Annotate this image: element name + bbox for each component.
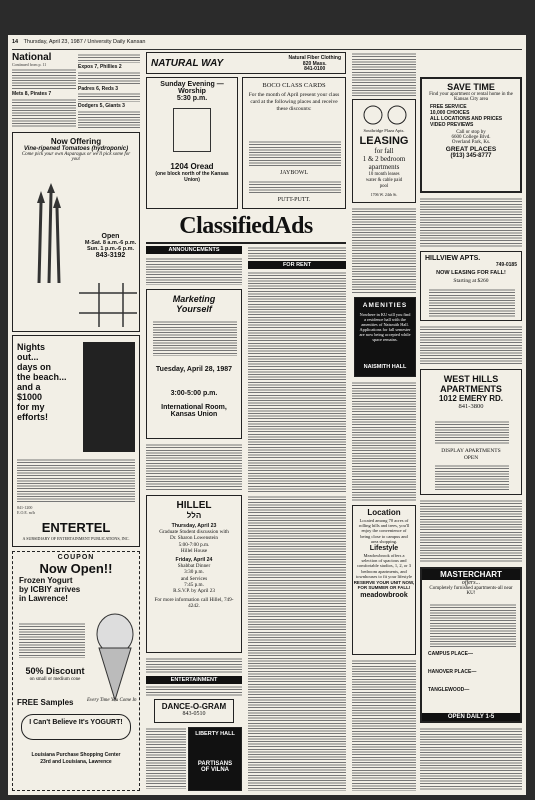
marketing-place: International Room, Kansas Union (161, 404, 227, 418)
national-title: National (12, 52, 52, 63)
for-rent-heading: FOR RENT (248, 261, 346, 269)
text-block (12, 98, 76, 128)
coupon-line2: by ICBIY arrives (19, 585, 81, 594)
classified-text-column (248, 495, 346, 791)
marketing-time: 3:00-5:00 p.m. (170, 390, 218, 397)
hillel-line: Hillel House (180, 547, 208, 554)
natural-addr: 820 Mass. (302, 60, 327, 67)
headline-line: efforts! (17, 412, 48, 422)
entertel-phone: 841-1200 (17, 505, 33, 510)
text-block (420, 325, 522, 365)
lifestyle-body: Meadowbrook offers a selection of spacious and comfortable studios, 1, 2, or 3 bedroom apartments, and townhouses to fit your lifestyle (356, 553, 412, 579)
liberty-title: LIBERTY HALL (195, 731, 235, 737)
natural-phone: 841-0100 (304, 66, 326, 72)
text-block (17, 458, 135, 504)
coupon-mall: Louisiana Purchase Shopping Center (31, 752, 121, 758)
westhills-title1: WEST HILLS (443, 374, 499, 384)
masterchart-sub: offers... (461, 580, 481, 586)
veggie-title: Now Offering (50, 137, 102, 146)
coupon-discount-detail: on small or medium cone (29, 677, 81, 682)
hillel-line: 3:30 p.m. (184, 569, 204, 576)
coupon-free: FREE Samples (17, 698, 74, 707)
westhills-title2: APARTMENTS (440, 384, 502, 394)
natural-way-ad (146, 52, 346, 74)
savetime-bullet: VIDEO PREVIEWS (430, 122, 474, 128)
southridge-water: water & cable paid (365, 178, 403, 183)
southridge-lease: 10 month leases (368, 172, 400, 177)
hillview-sub: NOW LEASING FOR FALL! (436, 270, 506, 276)
worship-line1: Sunday Evening — (160, 81, 224, 88)
headline-line: $1000 (17, 392, 43, 402)
masterchart-ad (420, 567, 522, 723)
dance-phone: 843-0510 (182, 711, 206, 717)
text-block (146, 727, 186, 789)
savetime-intro: Find your apartment or rental home in the Kansas City area (429, 92, 513, 102)
boco-ad (242, 77, 346, 209)
text-block (78, 92, 140, 102)
naismith-amenities-ad (354, 297, 416, 377)
coupon-every: Every Time You Come In (87, 698, 137, 703)
boco-body: For the month of April present your class card at the following places and receive these discounts: (248, 92, 340, 112)
text-block (146, 443, 242, 491)
tanglewood: TANGLEWOOD— (428, 687, 470, 693)
hillel-line: Friday, April 24 (175, 557, 213, 564)
text-block (146, 685, 242, 697)
dance-o-gram-ad (154, 699, 234, 723)
map-illustration (79, 283, 137, 327)
savetime-addr: 6600 College Blvd. (451, 135, 491, 140)
hillel-line: 7:45 p.m. (184, 581, 204, 588)
headline-line: days on (17, 362, 52, 372)
text-block (153, 320, 237, 356)
partisans-title: PARTISANS (197, 761, 233, 767)
great-places: GREAT PLACES (445, 146, 497, 153)
national-continued: Continued from p. 11 (12, 62, 47, 67)
boco-place1: JAYBOWL (279, 170, 309, 176)
headline-line: Nights (17, 342, 45, 352)
text-block (435, 464, 509, 490)
yogurt-coupon-ad (12, 551, 140, 791)
meadowbrook-ad (352, 505, 416, 655)
hillview-phone: 749-0185 (495, 262, 517, 268)
savetime-phone: (913) 345-8777 (450, 153, 492, 159)
westhills-addr: 1012 EMERY RD. (438, 394, 504, 403)
westhills-phone: 841-3800 (458, 403, 484, 410)
church-emblem (173, 108, 211, 152)
classified-banner: ClassifiedAds (179, 213, 313, 239)
savetime-bullet: 10,000 CHOICES (430, 110, 470, 116)
savetime-city: Overland Park, Ks. (451, 140, 491, 145)
coupon-line1: Frozen Yogurt (19, 576, 73, 585)
hillel-line: Thursday, April 23 (171, 523, 217, 529)
text-block (146, 257, 242, 285)
icbiy-logo: I Can't Believe It's YOGURT! (21, 714, 131, 740)
marketing-title2: Yourself (176, 304, 212, 314)
southridge-pool: pool (379, 184, 389, 189)
veggie-hours1: M-Sat. 8 a.m.-6 p.m. (84, 240, 137, 246)
headline-line: and a (17, 382, 41, 392)
hillel-line: Dr. Sharon Lowenstein (170, 535, 218, 542)
entertainment-heading: ENTERTAINMENT (146, 676, 242, 684)
natural-way-title: NATURAL WAY (151, 58, 224, 69)
text-block (12, 68, 76, 90)
text-block (420, 197, 522, 247)
worship-addr: 1204 Oread (170, 162, 214, 171)
hillel-hebrew: הלל (186, 511, 202, 520)
subhead: Mets 8, Pirates 7 (12, 91, 52, 97)
masterchart-hours: OPEN DAILY 1-5 (422, 713, 520, 721)
woman-photo (83, 342, 135, 452)
veggie-sub2: Come pick your own Asparagus or we'll pick some for you! (21, 152, 131, 162)
marketing-date: Tuesday, April 28, 1987 (155, 366, 233, 373)
subhead: Padres 6, Reds 3 (78, 86, 119, 92)
masterchart-title: MASTERCHART (422, 569, 520, 580)
classified-lower-column (248, 495, 346, 791)
hillview-ad (420, 251, 522, 321)
boco-place2: PUTT-PUTT. (277, 197, 311, 203)
worship-line2: Worship (178, 88, 206, 95)
text-block (78, 110, 140, 128)
banner-rule (146, 242, 346, 244)
savetime-title: SAVE TIME (447, 82, 495, 92)
summer-line: FOR SUMMER OR FALL! (357, 585, 411, 591)
text-block (352, 381, 416, 501)
hillel-line: 5:00-7:00 p.m. (178, 541, 210, 548)
naismith-logo: NAISMITH HALL (363, 364, 407, 370)
boco-title: BOCO CLASS CARDS (262, 82, 326, 89)
southridge-title: Southridge Plaza Apts. (363, 128, 405, 133)
southridge-fall: for fall (374, 147, 394, 155)
west-hills-ad (420, 369, 522, 495)
text-block (19, 622, 85, 658)
vilna-title: OF VILNA (201, 767, 229, 773)
westhills-open: OPEN (463, 455, 479, 461)
coupon-discount: 50% Discount (25, 666, 85, 676)
text-block (435, 420, 509, 444)
text-block (78, 53, 140, 63)
coupon-open: Now Open!! (39, 561, 113, 576)
southridge-ad (352, 99, 416, 203)
announcements-heading: ANNOUNCEMENTS (146, 246, 242, 254)
text-block (420, 727, 522, 791)
subhead: Expos 7, Phillies 2 (78, 64, 122, 70)
coupon-addr: 23rd and Louisiana, Lawrence (40, 759, 112, 765)
natural-store: Natural Fiber Clothing (288, 55, 341, 61)
dateline: Thursday, April 23, 1987 / University Daily Kansan (23, 39, 146, 45)
hillel-title: HILLEL (176, 500, 212, 511)
marketing-yourself-ad (146, 289, 242, 439)
meadowbrook-logo: meadowbrook (360, 592, 408, 600)
westhills-display: DISPLAY APARTMENTS (441, 448, 501, 454)
southridge-apts: apartments (368, 163, 400, 171)
text-block (420, 499, 522, 563)
vegetable-farm-ad (12, 132, 140, 332)
newspaper-page (8, 35, 526, 795)
campus-place: CAMPUS PLACE— (428, 651, 474, 657)
page-header (12, 39, 522, 50)
entertel-eoe: E.O.E. m/h (17, 510, 35, 515)
location-body: Located among 70 acres of rolling hills and trees, you'll enjoy the convenience of being close to campus and area shopping. (358, 518, 410, 544)
veggie-sub: Vine-ripened Tomatoes (hydroponic) (23, 146, 129, 152)
text-block (78, 71, 140, 85)
hanover-place: HANOVER PLACE— (428, 669, 477, 675)
veggie-phone: 843-3192 (95, 252, 126, 259)
hillel-line: For more information call Hillel, 749-4242. (154, 597, 234, 610)
text-block (249, 140, 341, 166)
coupon-label: COUPON (57, 554, 95, 561)
hillview-title: HILLVIEW APTS. (425, 255, 481, 262)
hillel-line: and Services (180, 575, 208, 582)
headline-line: out... (17, 352, 39, 362)
worship-addr2: (one block north of the Kansas Union) (155, 171, 229, 183)
save-time-ad (420, 77, 522, 193)
text-block (352, 52, 416, 96)
classified-text-column (248, 271, 346, 493)
clock-illustration (359, 104, 411, 126)
entertel-tag: A SUBSIDIARY OF ENTERTAINMENT PUBLICATIONS, INC. (22, 536, 130, 541)
location-title: Location (367, 508, 401, 517)
worship-ad (146, 77, 238, 209)
text-block (429, 288, 515, 318)
headline-line: the beach... (17, 372, 67, 382)
text-block (146, 657, 242, 673)
amenities-body: Nowhere in KU will you find a residence hall with the amenities of Naismith Hall. Applications for fall semester are now being accepted while space remains. (359, 312, 411, 342)
entertel-logo: ENTERTEL (41, 520, 111, 535)
hillel-line: R.S.V.P. by April 23 (173, 588, 215, 595)
southridge-leasing: LEASING (359, 135, 409, 147)
text-block (249, 180, 341, 194)
masterchart-intro: Completely furnished apartments-all near KU! (429, 586, 513, 596)
liberty-hall-ad (188, 727, 242, 791)
hillel-ad (146, 495, 242, 653)
veggie-open: Open (101, 233, 120, 240)
savetime-call: Call or stop by (456, 130, 486, 135)
ice-cream-cone-illustration (93, 612, 137, 702)
savetime-bullet: ALL LOCATIONS AND PRICES (430, 116, 503, 122)
text-block (248, 246, 346, 259)
worship-time: 5:30 p.m. (176, 95, 208, 102)
reserve-line: RESERVE YOUR UNIT NOW, (353, 580, 415, 586)
southridge-bed: 1 & 2 bedroom (362, 155, 406, 163)
coupon-line3: in Lawrence! (19, 594, 68, 603)
hillview-rate: Starting at $260 (453, 278, 489, 284)
subhead: Dodgers 5, Giants 3 (78, 103, 125, 109)
entertel-ad (12, 335, 140, 547)
page-number: 14 (12, 39, 19, 45)
lifestyle-title: Lifestyle (369, 545, 399, 553)
text-block (352, 659, 416, 791)
marketing-title1: Marketing (172, 294, 216, 304)
savetime-bullet: FREE SERVICE (430, 104, 467, 110)
dance-title: DANCE-O-GRAM (161, 702, 227, 711)
veggie-hours2: Sun. 1 p.m.-6 p.m. (86, 246, 135, 252)
hillel-line: Graduate Student discussion with (159, 529, 229, 536)
headline-line: for my (17, 402, 45, 412)
text-block (430, 603, 516, 647)
amenities-title: AMENITIES (362, 302, 408, 309)
asparagus-illustration (19, 183, 79, 283)
southridge-addr: 1706 W. 24th St. (370, 192, 398, 197)
text-block (352, 207, 416, 293)
hillel-line: Shabbat Dinner (177, 563, 211, 570)
